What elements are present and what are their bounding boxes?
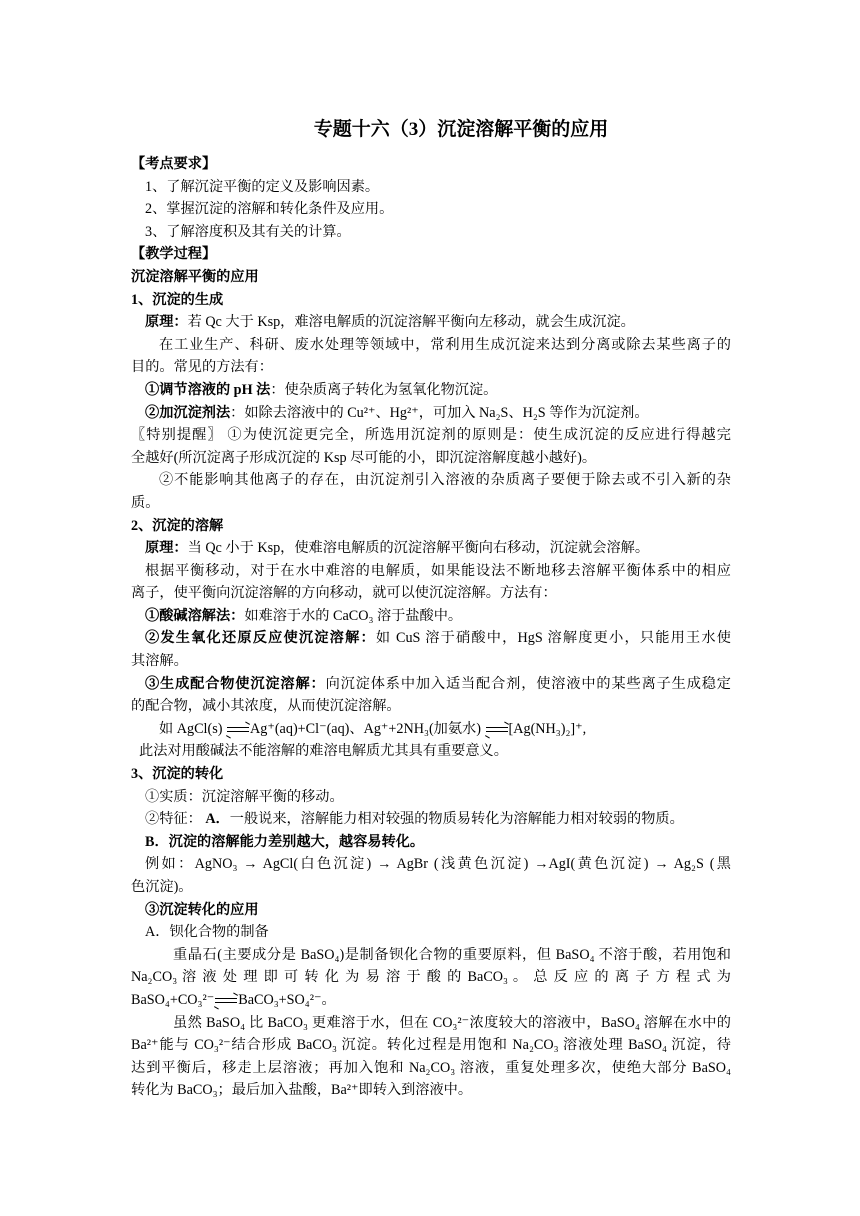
requirement-1: 1、了解沉淀平衡的定义及影响因素。 (145, 178, 380, 195)
s2-para-line-2: 离子，使平衡向沉淀溶解的方向移动，就可以使沉淀溶解。方法有： (131, 585, 557, 602)
s1-principle-text: 若 Qc 大于 Ksp，难溶电解质的沉淀溶解平衡向左移动，就会生成沉淀。 (187, 314, 635, 331)
s1-method-1-label: ①调节溶液的 pH 法 (145, 381, 271, 398)
s3-para2-line-2: Ba²⁺能与 CO₃²⁻结合形成 BaCO₃ 沉淀。转化过程是用饱和 Na₂CO₃ 溶液处理 BaSO₄ 沉淀，待 (131, 1037, 731, 1054)
s2-method-2 (131, 627, 731, 650)
s3-para1-line-1: 重晶石(主要成分是 BaSO₄)是制备钡化合物的重要原料，但 BaSO₄ 不溶于酸，若用饱和 (173, 946, 731, 963)
s3-para2-line-1: 虽然 BaSO₄ 比 BaCO₃ 更难溶于水，但在 CO₃²⁻浓度较大的溶液中，BaSO₄ 溶解在水中的 (173, 1014, 731, 1031)
s1-method-1-text: ：使杂质离子转化为氢氧化物沉淀。 (270, 381, 498, 398)
s3-example-line-1: 例如：AgNO₃ → AgCl(白色沉淀) → AgBr (浅黄色沉淀) →AgI(黄色沉淀) → Ag₂S (黑 (145, 856, 731, 873)
s2-para-line-1: 根据平衡移动，对于在水中难溶的电解质，如果能设法不断地移去溶解平衡体系中的相应 (145, 562, 731, 579)
s1-para-line-2: 目的。常见的方法有： (131, 359, 273, 376)
s2-equation-line (131, 718, 731, 741)
s3-feature-label: ②特征： (145, 811, 202, 828)
s3-para2-line-4: 转化为 BaCO₃；最后加入盐酸，Ba²⁺即转入到溶液中。 (131, 1082, 473, 1099)
s2-eq-part-2: Ag⁺(aq)+Cl⁻(aq)、Ag⁺+2NH₃(加氨水) (250, 720, 481, 737)
subtitle: 沉淀溶解平衡的应用 (131, 268, 259, 285)
s3-para1-line-2: Na₂CO₃ 溶 液 处 理 即 可 转 化 为 易 溶 于 酸 的 BaCO₃ 。 总 反 应 的 离 子 方 程 式 为 (131, 969, 731, 986)
s1-method-2-label: ②加沉淀剂法 (145, 404, 231, 421)
s3-para1-line-3 (131, 989, 731, 1012)
requirement-2: 2、掌握沉淀的溶解和转化条件及应用。 (145, 201, 394, 218)
s3-feature-b: B．沉淀的溶解能力差别越大，越容易转化。 (145, 833, 425, 850)
s2-method-3-label: ③生成配合物使沉淀溶解： (145, 675, 326, 692)
s2-method-2-label: ②发生氧化还原反应使沉淀溶解： (145, 630, 376, 647)
s2-method-1 (131, 605, 731, 628)
equilibrium-arrow-icon (215, 996, 237, 1006)
s2-method-3 (131, 673, 731, 696)
s1-method-2 (131, 402, 731, 425)
s2-method-2-text: 如 CuS 溶于硝酸中，HgS 溶解度更小，只能用王水使 (375, 630, 731, 647)
equilibrium-arrow-icon (227, 725, 249, 735)
s3-feature-a-text: 一般说来，溶解能力相对较强的物质易转化为溶解能力相对较弱的物质。 (229, 811, 684, 828)
s3-eq-left: BaSO₄+CO₃²⁻ (131, 991, 215, 1008)
requirement-3: 3、了解溶度积及其有关的计算。 (145, 223, 351, 240)
s2-method-1-label: ①酸碱溶解法： (145, 607, 245, 624)
s1-method-2-text: ：如除去溶液中的 Cu²⁺、Hg²⁺，可加入 Na₂S、H₂S 等作为沉淀剂。 (230, 404, 649, 421)
s1-principle (131, 311, 731, 334)
s3-feature (131, 808, 731, 831)
s2-eq-part-1: 如 AgCl(s) (159, 720, 223, 737)
s3-para2-line-3: 达到平衡后，移走上层溶液；再加入饱和 Na₂CO₃ 溶液，重复处理多次，使绝大部分 BaSO₄ (131, 1059, 731, 1076)
section-1-heading: 1、沉淀的生成 (131, 291, 224, 308)
s3-essence: ①实质：沉淀溶解平衡的移动。 (145, 788, 344, 805)
s2-method-1-text: 如难溶于水的 CaCO₃ 溶于盐酸中。 (244, 607, 463, 624)
s2-method-3-cont: 的配合物，减小其浓度，从而使沉淀溶解。 (131, 698, 401, 715)
s3-feature-a-label: A． (205, 811, 230, 828)
s1-tip-text-1: ①为使沉淀更完全，所选用沉淀剂的原则是：使生成沉淀的反应进行得越完 (227, 427, 731, 444)
s1-principle-label: 原理： (145, 314, 188, 331)
s1-para-line-1: 在工业生产、科研、废水处理等领域中，常利用生成沉淀来达到分离或除去某些离子的 (159, 336, 731, 353)
equilibrium-arrow-icon (486, 725, 508, 735)
s2-principle (131, 537, 731, 560)
s1-tip-label: 〖特别提醒〗 (131, 427, 223, 444)
s3-application-a: A．钡化合物的制备 (145, 924, 269, 941)
s2-note: 此法对用酸碱法不能溶解的难溶电解质尤其具有重要意义。 (139, 743, 508, 760)
s2-method-2-cont: 其溶解。 (131, 653, 188, 670)
s1-tip-line-2: 全越好(所沉淀离子形成沉淀的 Ksp 尽可能的小，即沉淀溶解度越小越好)。 (131, 449, 597, 466)
s3-application-heading: ③沉淀转化的应用 (145, 901, 259, 918)
section-kaodian-heading: 【考点要求】 (131, 156, 217, 172)
s1-tip-line-1 (131, 424, 731, 447)
s3-example-line-2: 色沉淀)。 (131, 879, 193, 895)
s3-eq-right: BaCO₃+SO₄²⁻。 (238, 991, 336, 1008)
section-jiaoxue-heading: 【教学过程】 (131, 246, 217, 263)
s2-method-3-text: 向沉淀体系中加入适当配合剂，使溶液中的某些离子生成稳定 (325, 675, 731, 692)
s2-eq-part-3: [Ag(NH₃)₂]⁺, (508, 720, 587, 737)
s1-method-1 (131, 379, 731, 402)
page-title: 专题十六（3）沉淀溶解平衡的应用 (313, 119, 609, 140)
s2-principle-label: 原理： (145, 540, 188, 557)
s2-principle-text: 当 Qc 小于 Ksp，使难溶电解质的沉淀溶解平衡向右移动，沉淀就会溶解。 (187, 540, 650, 557)
s1-tip-line-3: ②不能影响其他离子的存在，由沉淀剂引入溶液的杂质离子要便于除去或不引入新的杂 (159, 472, 731, 489)
section-2-heading: 2、沉淀的溶解 (131, 517, 224, 534)
document-body (131, 112, 731, 1102)
section-3-heading: 3、沉淀的转化 (131, 766, 224, 783)
s1-tip-line-4: 质。 (131, 494, 160, 511)
